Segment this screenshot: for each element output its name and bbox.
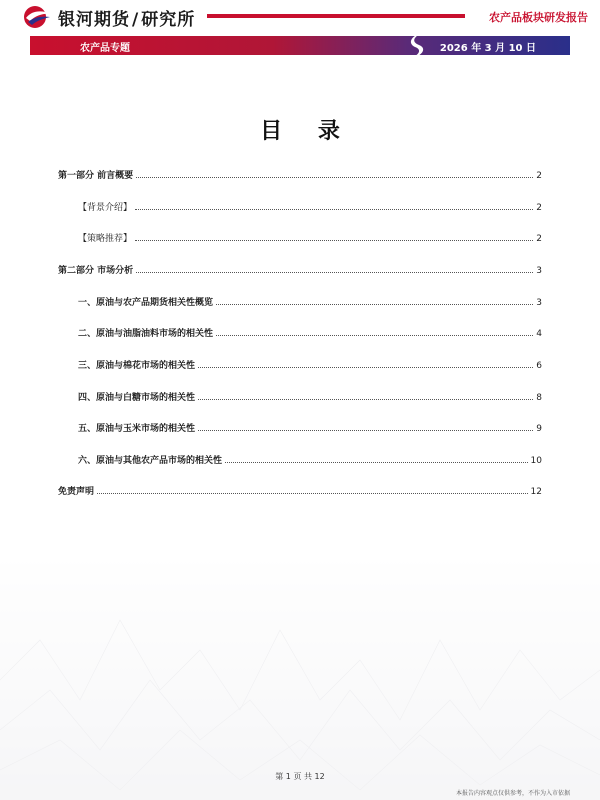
toc-entry-page: 2	[536, 203, 542, 213]
toc-entry[interactable]	[58, 167, 542, 181]
toc-entry-page: 10	[530, 456, 542, 466]
toc-entry-page: 2	[536, 234, 542, 244]
footer-disclaimer: 本报告内容观点仅供参考，不作为入市依据	[455, 790, 570, 797]
toc-leader-dots	[135, 208, 533, 210]
toc-leader-dots	[198, 366, 533, 368]
toc-entry-label: 三、原油与棉花市场的相关性	[78, 361, 196, 371]
toc-leader-dots	[216, 334, 533, 336]
toc-leader-dots	[135, 239, 533, 241]
toc-entry[interactable]	[58, 325, 542, 339]
galaxy-futures-logo-icon	[22, 4, 54, 30]
toc-leader-dots	[97, 492, 528, 494]
toc-leader-dots	[136, 271, 533, 273]
toc-entry-label: 四、原油与白糖市场的相关性	[78, 393, 196, 403]
report-date: 2026 年 3 月 10 日	[439, 43, 536, 54]
toc-entry[interactable]	[58, 294, 542, 308]
banner-title: 农产品专题	[80, 43, 130, 54]
toc-entry-label: 二、原油与油脂油料市场的相关性	[78, 329, 214, 339]
toc-entry[interactable]	[58, 199, 542, 213]
toc-entry-page: 6	[536, 361, 542, 371]
toc-entry-page: 3	[536, 298, 542, 308]
brand-name: 银河期货	[58, 10, 130, 30]
toc-entry-label: 【背景介绍】	[78, 203, 133, 213]
swoosh-icon	[405, 30, 435, 60]
toc-entry-page: 2	[536, 171, 542, 181]
toc-title: 目 录	[260, 119, 354, 144]
toc-entry-page: 3	[536, 266, 542, 276]
toc-entry[interactable]	[58, 420, 542, 434]
toc-leader-dots	[198, 398, 533, 400]
report-type-label: 农产品板块研发报告	[489, 11, 588, 24]
toc-leader-dots	[198, 429, 533, 431]
brand-title: 银河期货 / 研究所	[58, 10, 196, 30]
page-indicator: 第 1 页 共 12	[275, 772, 325, 781]
toc-entry[interactable]	[58, 357, 542, 371]
toc-entry[interactable]	[58, 452, 542, 466]
toc-entry[interactable]	[58, 389, 542, 403]
toc-entry[interactable]	[58, 230, 542, 244]
toc-leader-dots	[225, 461, 528, 463]
toc-entry-page: 9	[536, 424, 542, 434]
toc-entry-label: 【策略推荐】	[78, 234, 133, 244]
toc-entry-label: 第一部分 前言概要	[58, 171, 134, 181]
header-divider	[207, 14, 465, 18]
header-banner	[30, 36, 570, 55]
toc-entry-page: 12	[530, 487, 542, 497]
toc-entry-page: 8	[536, 393, 542, 403]
toc-entry-label: 六、原油与其他农产品市场的相关性	[78, 456, 223, 466]
toc-entry[interactable]	[58, 483, 542, 497]
brand-dept: 研究所	[141, 10, 196, 30]
background-texture	[0, 560, 600, 800]
toc-leader-dots	[216, 303, 533, 305]
toc-entry-label: 五、原油与玉米市场的相关性	[78, 424, 196, 434]
toc-leader-dots	[136, 176, 533, 178]
toc-entry-label: 一、原油与农产品期货相关性概览	[78, 298, 214, 308]
toc-entry[interactable]	[58, 262, 542, 276]
toc-entry-page: 4	[536, 329, 542, 339]
toc-entry-label: 第二部分 市场分析	[58, 266, 134, 276]
toc-entry-label: 免责声明	[58, 487, 95, 497]
